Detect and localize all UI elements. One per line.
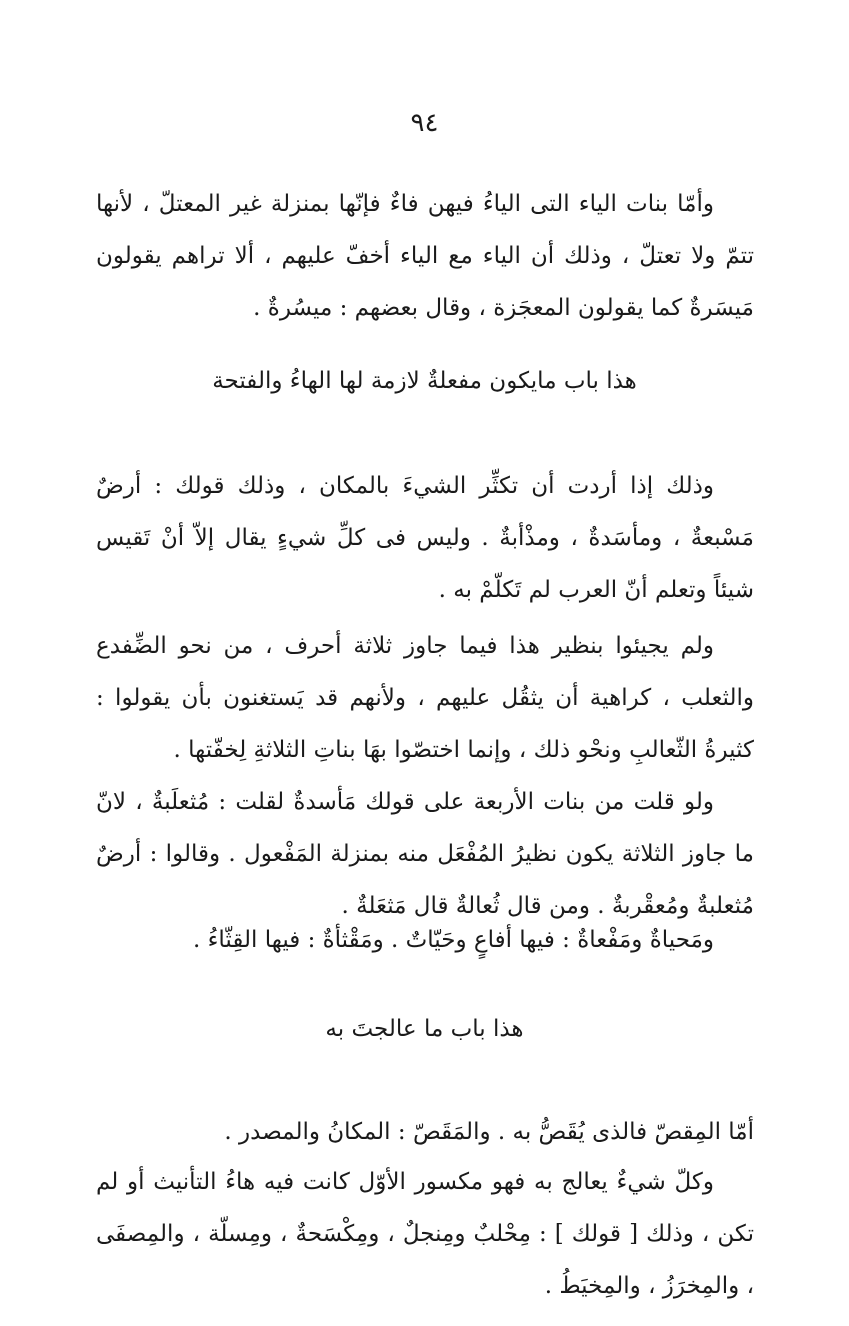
paragraph-banat-al-ya: وأمّا بنات الياء التى الياءُ فيهن فاءٌ فإنّها بمنزلة غير المعتلّ ، لأنها تتمّ ولا تعتلّ ، وذلك أن الياء مع الياء أخفّ عليهم ، ألا تراهم يقولون مَيسَرةٌ كما يقولون المعجَزة ، وقال بعضهم : ميسُرةٌ . — [96, 191, 754, 321]
paragraph-al-miqass: أمّا المِقصّ فالذى يُقَصُّ به . والمَقَصّ : المكانُ والمصدر . — [224, 1119, 754, 1145]
chapter-heading-ma-alajta-bih: هذا باب ما عالجتَ به — [325, 1016, 524, 1042]
paragraph-kull-shay-yu-alaj: وكلّ شيءٌ يعالج به فهو مكسور الأوّل كانت فيه هاءُ التأنيث أو لم تكن ، وذلك [ قولك ] : مِحْلبٌ ومِنجلٌ ، ومِكْسَحةٌ ، ومِسلّة ، والمِصفَى ، والمِخرَزُ ، والمِخيَطُ . — [96, 1169, 754, 1299]
page-number: ٩٤ — [410, 108, 439, 138]
paragraph-takthir-al-shay: وذلك إذا أردت أن تكثِّر الشيءَ بالمكان ، وذلك قولك : أرضٌ مَسْبعةٌ ، ومأسَدةٌ ، ومذْأبةٌ . وليس فى كلِّ شيءٍ يقال إلاّ أنْ تَقيس شيئاً وتعلم أنّ العرب لم تَكلّمْ به . — [96, 473, 754, 603]
paragraph-nazir-thalatha: ولم يجيئوا بنظير هذا فيما جاوز ثلاثة أحرف ، من نحو الضِّفدع والثعلب ، كراهية أن يثقُل عليهم ، ولأنهم قد يَستغنون بأن يقولوا : كثيرةُ الثّعالبِ ونحْو ذلك ، وإنما اختصّوا بهَا بناتِ الثلاثةِ لِخفّتها . — [96, 633, 754, 763]
paragraph-banat-al-arba-a: ولو قلت من بنات الأربعة على قولك مَأسدةٌ لقلت : مُثعلَبةٌ ، لانّ ما جاوز الثلاثة يكون نظيرُ المُفْعَل منه بمنزلة المَفْعول . وقالوا : أرضٌ مُثعلبةٌ ومُعقْربةٌ . ومن قال ثُعالةٌ قال مَثعَلةٌ . — [96, 789, 754, 919]
paragraph-mahyat: ومَحياةٌ ومَفْعاةٌ : فيها أفاعٍ وحَيّاتٌ . ومَقْثأةٌ : فيها القِثّاءُ . — [192, 927, 714, 953]
chapter-heading-maf-ala: هذا باب مايكون مفعلةٌ لازمة لها الهاءُ والفتحة — [212, 368, 637, 394]
